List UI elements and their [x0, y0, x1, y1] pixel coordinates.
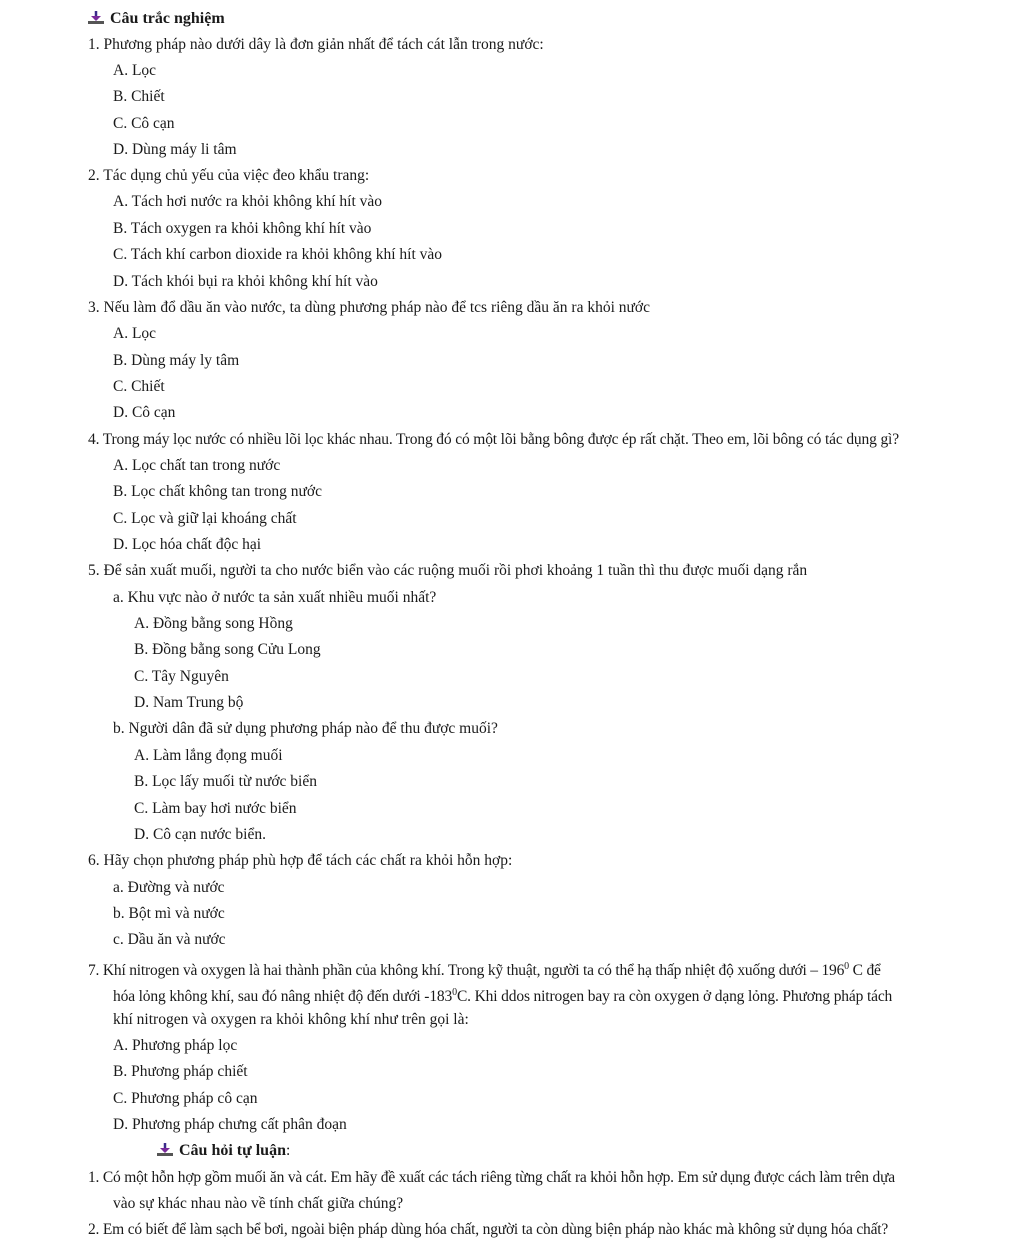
pin-arrow-icon: [157, 1143, 173, 1157]
q7-option-c: C. Phương pháp cô cạn: [113, 1090, 258, 1107]
essay-question-2-line-1: 2. Em có biết để làm sạch bể bơi, ngoài biện pháp dùng hóa chất, người ta còn dùng biện pháp nào khác mà không sử dụng hóa chất?: [88, 1221, 889, 1238]
q5a-option-b: B. Đồng bằng song Cửu Long: [134, 641, 321, 658]
q6-item-a: a. Đường và nước: [113, 879, 225, 896]
mcq-section-title: Câu trắc nghiệm: [110, 10, 225, 27]
essay-question-1-line-2: vào sự khác nhau nào về tính chất giữa chúng?: [113, 1195, 404, 1212]
q5a-option-d: D. Nam Trung bộ: [134, 694, 244, 711]
q4-option-c: C. Lọc và giữ lại khoáng chất: [113, 510, 297, 527]
q3-option-c: C. Chiết: [113, 378, 165, 395]
q7-option-b: B. Phương pháp chiết: [113, 1063, 248, 1080]
essay-section-title: Câu hỏi tự luận: [179, 1142, 286, 1159]
q3-option-a: A. Lọc: [113, 325, 157, 342]
q1-option-b: B. Chiết: [113, 88, 165, 105]
q5a-option-c: C. Tây Nguyên: [134, 668, 229, 685]
q7-option-a: A. Phương pháp lọc: [113, 1037, 238, 1054]
pin-arrow-icon: [88, 11, 104, 25]
q5b-option-c: C. Làm bay hơi nước biển: [134, 800, 297, 817]
q4-option-a: A. Lọc chất tan trong nước: [113, 457, 281, 474]
q5b-option-b: B. Lọc lấy muối từ nước biển: [134, 773, 317, 790]
q5a-option-a: A. Đồng bằng song Hồng: [134, 615, 293, 632]
question-6-text: 6. Hãy chọn phương pháp phù hợp để tách các chất ra khỏi hỗn hợp:: [88, 852, 513, 869]
q1-option-a: A. Lọc: [113, 62, 157, 79]
q5b-option-a: A. Làm lắng đọng muối: [134, 747, 283, 764]
question-5-text: 5. Để sản xuất muối, người ta cho nước biển vào các ruộng muối rồi phơi khoảng 1 tuần thì thu được muối dạng rắn: [88, 562, 808, 579]
q2-option-a: A. Tách hơi nước ra khỏi không khí hít vào: [113, 193, 383, 210]
q7-option-d: D. Phương pháp chưng cất phân đoạn: [113, 1116, 347, 1133]
question-4-text: 4. Trong máy lọc nước có nhiều lõi lọc khác nhau. Trong đó có một lõi bằng bông được ép rất chặt. Theo em, lõi bông có tác dụng gì?: [88, 431, 899, 448]
q2-option-c: C. Tách khí carbon dioxide ra khỏi không khí hít vào: [113, 246, 443, 263]
q3-option-b: B. Dùng máy ly tâm: [113, 352, 240, 369]
q5b-option-d: D. Cô cạn nước biển.: [134, 826, 266, 843]
mcq-section-heading: [88, 9, 225, 29]
q4-option-d: D. Lọc hóa chất độc hại: [113, 536, 262, 553]
q2-option-d: D. Tách khói bụi ra khỏi không khí hít vào: [113, 273, 378, 290]
question-1-text: 1. Phương pháp nào dưới dây là đơn giản nhất để tách cát lẫn trong nước:: [88, 36, 544, 53]
essay-section-heading: Câu hỏi tự luận:: [157, 1141, 290, 1161]
q1-option-c: C. Cô cạn: [113, 115, 175, 132]
question-2-text: 2. Tác dụng chủ yếu của việc đeo khẩu trang:: [88, 167, 370, 184]
essay-question-1-line-1: 1. Có một hỗn hợp gồm muối ăn và cát. Em hãy đề xuất các tách riêng từng chất ra khỏi hỗn hợp. Em sử dụng được cách làm trên dựa: [88, 1169, 895, 1186]
question-3-text: 3. Nếu làm đổ dầu ăn vào nước, ta dùng phương pháp nào để tcs riêng dầu ăn ra khỏi nước: [88, 299, 651, 316]
q6-item-b: b. Bột mì và nước: [113, 905, 225, 922]
q5-part-b-text: b. Người dân đã sử dụng phương pháp nào để thu được muối?: [113, 720, 498, 737]
question-7-line-1: 7. Khí nitrogen và oxygen là hai thành phần của không khí. Trong kỹ thuật, người ta có thể hạ thấp nhiệt độ xuống dưới – $196^0$ C để: [88, 961, 881, 979]
q4-option-b: B. Lọc chất không tan trong nước: [113, 483, 323, 500]
question-7-line-2: hóa lỏng không khí, sau đó nâng nhiệt độ đến dưới $-183^0C$. Khi ddos nitrogen bay ra còn oxygen ở dạng lỏng. Phương pháp tách: [113, 987, 893, 1005]
q5-part-a-text: a. Khu vực nào ở nước ta sản xuất nhiều muối nhất?: [113, 589, 437, 606]
q2-option-b: B. Tách oxygen ra khỏi không khí hít vào: [113, 220, 372, 237]
q6-item-c: c. Dầu ăn và nước: [113, 931, 226, 948]
q1-option-d: D. Dùng máy li tâm: [113, 141, 237, 158]
q3-option-d: D. Cô cạn: [113, 404, 176, 421]
question-7-line-3: khí nitrogen và oxygen ra khỏi không khí như trên gọi là:: [113, 1011, 469, 1028]
